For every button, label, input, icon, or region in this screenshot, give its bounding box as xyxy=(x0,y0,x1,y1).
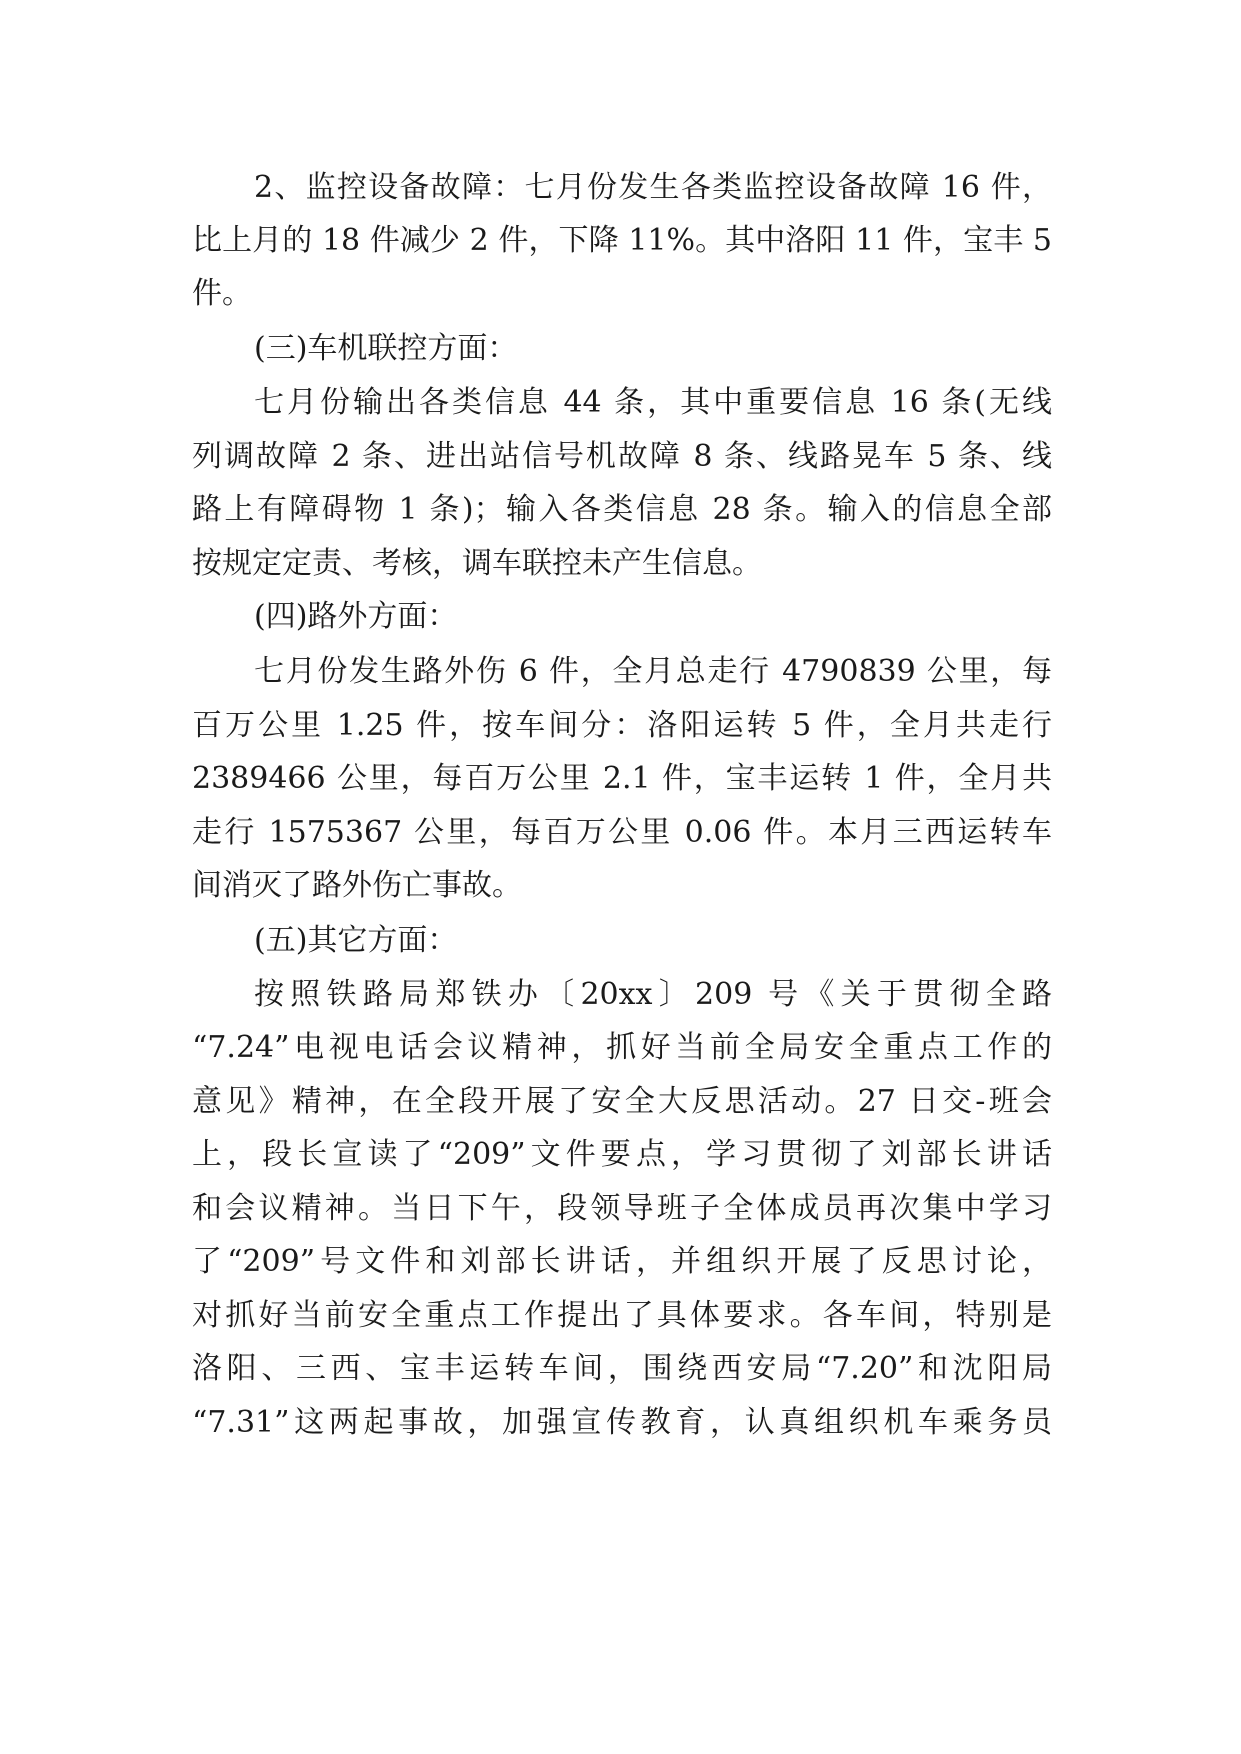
paragraph-line: “7.24”电视电话会议精神，抓好当前全局安全重点工作的 xyxy=(192,1030,1052,1065)
paragraph-line: 2389466 公里，每百万公里 2.1 件，宝丰运转 1 件，全月共 xyxy=(192,761,1052,796)
paragraph-line: “7.31”这两起事故，加强宣传教育，认真组织机车乘务员 xyxy=(192,1405,1052,1440)
paragraph-line: 意见》精神，在全段开展了安全大反思活动。27 日交-班会 xyxy=(192,1084,1052,1119)
paragraph-line: 比上月的 18 件减少 2 件，下降 11%。其中洛阳 11 件，宝丰 5 xyxy=(192,223,1052,258)
paragraph-line: 2、监控设备故障：七月份发生各类监控设备故障 16 件， xyxy=(254,170,1052,205)
paragraph-line: 对抓好当前安全重点工作提出了具体要求。各车间，特别是 xyxy=(192,1298,1052,1333)
paragraph-line: 按规定定责、考核，调车联控未产生信息。 xyxy=(192,546,762,581)
paragraph-line: 百万公里 1.25 件，按车间分：洛阳运转 5 件，全月共走行 xyxy=(192,708,1052,743)
section-heading: (三)车机联控方面： xyxy=(254,331,518,366)
paragraph-line: 上，段长宣读了“209”文件要点，学习贯彻了刘部长讲话 xyxy=(192,1137,1052,1172)
paragraph-line: 件。 xyxy=(192,276,252,311)
paragraph-line: 按照铁路局郑铁办〔20xx〕209 号《关于贯彻全路 xyxy=(254,977,1052,1012)
paragraph-line: 走行 1575367 公里，每百万公里 0.06 件。本月三西运转车 xyxy=(192,815,1052,850)
section-heading: (五)其它方面： xyxy=(254,923,458,958)
paragraph-line: 间消灭了路外伤亡事故。 xyxy=(192,868,522,903)
paragraph-line: 七月份输出各类信息 44 条，其中重要信息 16 条(无线 xyxy=(254,385,1052,420)
paragraph-line: 路上有障碍物 1 条)；输入各类信息 28 条。输入的信息全部 xyxy=(192,492,1052,527)
paragraph-line: 列调故障 2 条、进出站信号机故障 8 条、线路晃车 5 条、线 xyxy=(192,439,1052,474)
paragraph-line: 七月份发生路外伤 6 件，全月总走行 4790839 公里，每 xyxy=(254,654,1052,689)
paragraph-line: 了“209”号文件和刘部长讲话，并组织开展了反思讨论， xyxy=(192,1244,1052,1279)
paragraph-line: 和会议精神。当日下午，段领导班子全体成员再次集中学习 xyxy=(192,1191,1052,1226)
section-heading: (四)路外方面： xyxy=(254,599,458,634)
paragraph-line: 洛阳、三西、宝丰运转车间，围绕西安局“7.20”和沈阳局 xyxy=(192,1351,1052,1386)
